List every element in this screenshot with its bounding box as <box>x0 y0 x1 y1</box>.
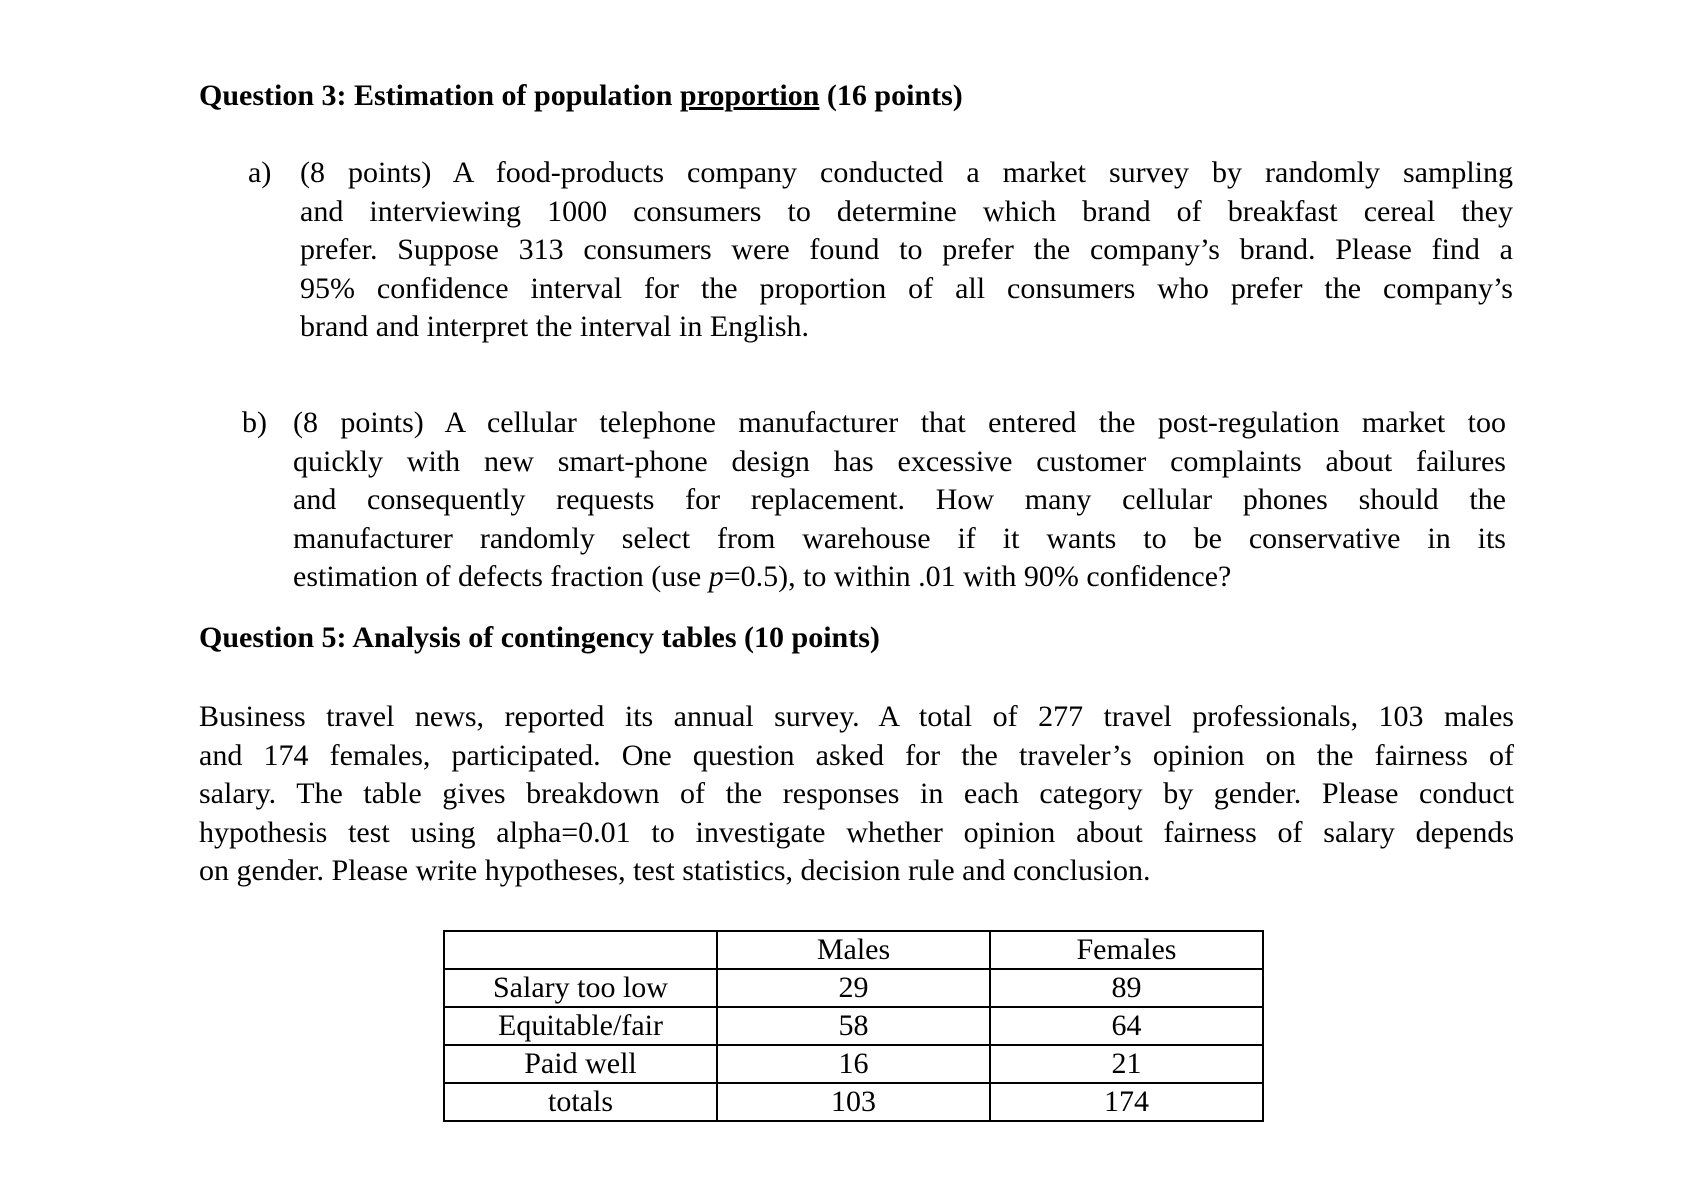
table-header-cell: Males <box>717 931 990 969</box>
part-b-label: b) <box>242 406 267 439</box>
part-a-line: and interviewing 1000 consumers to determine which brand of breakfast cereal they <box>300 194 1513 228</box>
contingency-table <box>443 930 1264 1122</box>
paragraph-line: on gender. Please write hypotheses, test statistics, decision rule and conclusion. <box>199 854 1151 888</box>
question-3-heading <box>199 78 963 114</box>
table-cell: 21 <box>990 1045 1263 1083</box>
table-cell: 29 <box>717 969 990 1007</box>
variable-p: p <box>708 560 724 594</box>
table-cell: 103 <box>717 1083 990 1121</box>
table-cell: 174 <box>990 1083 1263 1121</box>
question-5-paragraph <box>199 698 1514 891</box>
paragraph-line: Business travel news, reported its annual survey. A total of 277 travel professionals, 103 males <box>199 700 1514 733</box>
table-cell: Salary too low <box>444 969 717 1007</box>
part-a-line: brand and interpret the interval in English. <box>300 310 810 344</box>
table-row <box>444 1083 1263 1121</box>
table-cell: Paid well <box>444 1045 717 1083</box>
question-5-heading: Question 5: Analysis of contingency tables (10 points) <box>199 621 880 654</box>
paragraph-line: salary. The table gives breakdown of the responses in each category by gender. Please conduct <box>199 777 1514 811</box>
paragraph-line: hypothesis test using alpha=0.01 to investigate whether opinion about fairness of salary depends <box>199 815 1514 849</box>
table-row <box>444 1045 1263 1083</box>
part-a-line: (8 points) A food-products company conducted a market survey by randomly sampling <box>300 156 1513 189</box>
table-row <box>444 1007 1263 1045</box>
part-b-line: and consequently requests for replacement. How many cellular phones should the <box>293 483 1506 517</box>
paragraph-line: and 174 females, participated. One question asked for the traveler’s opinion on the fairness of <box>199 738 1514 772</box>
question-3-heading-underlined: proportion <box>679 79 820 112</box>
question-3-heading-suffix: (16 points) <box>819 79 963 112</box>
part-b-line: quickly with new smart-phone design has excessive customer complaints about failures <box>293 444 1506 478</box>
part-a-line: prefer. Suppose 313 consumers were found to prefer the company’s brand. Please find a <box>300 233 1513 267</box>
table-cell: totals <box>444 1083 717 1121</box>
part-b-line: manufacturer randomly select from warehouse if it wants to be conservative in its <box>293 521 1506 555</box>
table-cell: Equitable/fair <box>444 1007 717 1045</box>
table-cell: 58 <box>717 1007 990 1045</box>
part-b-last-line-suffix: =0.5), to within .01 with 90% confidence? <box>723 560 1232 594</box>
table-cell: 64 <box>990 1007 1263 1045</box>
part-b-text <box>293 404 1506 597</box>
table-cell: 16 <box>717 1045 990 1083</box>
part-b-last-line-prefix: estimation of defects fraction (use <box>293 560 709 594</box>
part-a-line: 95% confidence interval for the proportion of all consumers who prefer the company’s <box>300 271 1513 305</box>
part-b-last-line <box>293 558 1506 597</box>
table-header-cell: Females <box>990 931 1263 969</box>
part-a-text <box>300 154 1513 347</box>
table-cell: 89 <box>990 969 1263 1007</box>
question-3-heading-prefix: Question 3: Estimation of population <box>199 79 680 112</box>
part-a-label: a) <box>248 156 272 189</box>
table-header-cell <box>444 931 717 969</box>
part-b-line: (8 points) A cellular telephone manufacturer that entered the post-regulation market too <box>293 406 1506 439</box>
table-row <box>444 969 1263 1007</box>
table-header-row <box>444 931 1263 969</box>
